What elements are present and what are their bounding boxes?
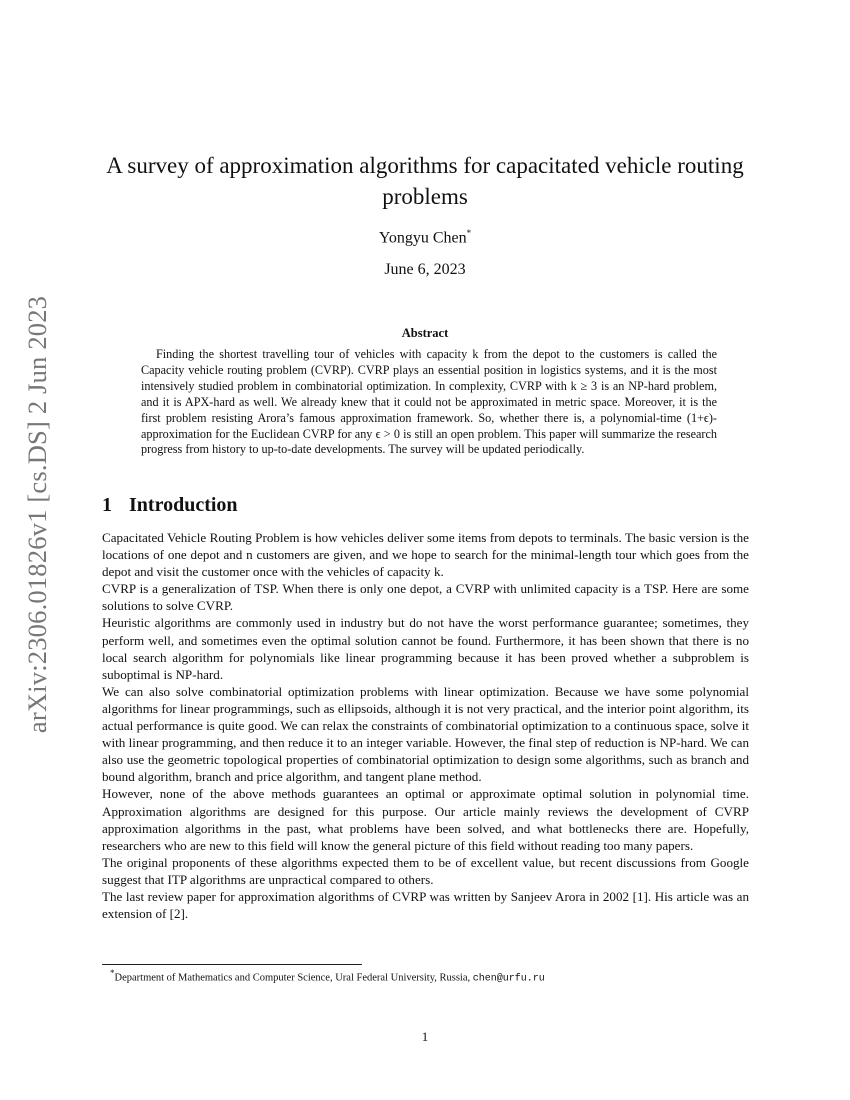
arxiv-identifier: arXiv:2306.01826v1 [cs.DS] 2 Jun 2023 bbox=[22, 295, 53, 733]
intro-paragraph: The last review paper for approximation algorithms of CVRP was written by Sanjeev Arora in 2002 [1]. His article was an extension of [2]. bbox=[102, 888, 749, 922]
author-name: Yongyu Chen bbox=[378, 229, 467, 247]
section-title: Introduction bbox=[129, 494, 238, 516]
footnote bbox=[110, 968, 545, 985]
footnote-mark: * bbox=[110, 968, 115, 978]
footnote-email: chen@urfu.ru bbox=[472, 973, 545, 985]
intro-paragraph: CVRP is a generalization of TSP. When there is only one depot, a CVRP with unlimited capacity is a TSP. Here are some solutions to solve CVRP. bbox=[102, 581, 749, 614]
intro-paragraph: However, none of the above methods guarantees an optimal or approximate optimal solution in polynomial time. Approximation algorithms are designed for this purpose. Our article mainly reviews the development of CVRP approximation algorithms in the past, what problems have been solved, and what bottlenecks there are. Hopefully, researchers who are new to this field will know the general picture of this field without reading too many papers. bbox=[102, 786, 749, 853]
footnote-divider bbox=[102, 964, 362, 965]
intro-paragraph: The original proponents of these algorithms expected them to be of excellent value, but recent discussions from Google suggest that ITP algorithms are unpractical compared to others. bbox=[102, 854, 749, 887]
intro-paragraph: Heuristic algorithms are commonly used in industry but do not have the worst performance guarantee; sometimes, they perform well, and sometimes even the optimal solution cannot be found. Furthermore, it has been shown that there is no local search algorithm for polynomials like linear programming because it has been proved whether a subproblem is suboptimal is NP-hard. bbox=[102, 615, 749, 682]
author-footnote-mark: * bbox=[466, 228, 472, 238]
page-number: 1 bbox=[421, 1029, 429, 1044]
introduction-body bbox=[102, 529, 749, 922]
section-number: 1 bbox=[102, 494, 112, 516]
section-heading bbox=[102, 494, 238, 517]
footnote-affiliation: Department of Mathematics and Computer Science, Ural Federal University, Russia, bbox=[114, 972, 473, 984]
abstract-text: Finding the shortest travelling tour of vehicles with capacity k from the depot to the customers is called the Capacity vehicle routing problem (CVRP). CVRP plays an essential position in logistics systems, and it is the most intensively studied problem in combinatorial optimization. In complexity, CVRP with k ≥ 3 is an NP-hard problem, and it is APX-hard as well. We already knew that it could not be approximated in metric space. Moreover, it is the first problem resisting Arora’s famous approximation framework. So, whether there is, a polynomial-time (1+ϵ)-approximation for the Euclidean CVRP for any ϵ > 0 is still an open problem. This paper will summarize the research progress from history to up-to-date developments. The survey will be updated periodically. bbox=[141, 347, 717, 457]
intro-paragraph: Capacitated Vehicle Routing Problem is how vehicles deliver some items from depots to terminals. The basic version is the locations of one depot and n customers are given, and we hope to search for the minimal-length tour which goes from the depot and visit the customer once with the vehicles of capacity k. bbox=[102, 530, 749, 580]
intro-paragraph: We can also solve combinatorial optimization problems with linear optimization. Because we have some polynomial algorithms for linear programmings, such as ellipsoids, although it is not very practical, and the interior point algorithm, its actual performance is quite good. We can relax the constraints of combinatorial optimization to a continuous space, solve it with linear programming, and then reduce it to an integer variable. However, the final step of reduction is NP-hard. We can also use the geometric topological properties of combinatorial optimization to design some algorithms, such as branch and bound algorithm, branch and price algorithm, and tangent plane method. bbox=[102, 683, 749, 785]
abstract-heading: Abstract bbox=[401, 326, 449, 340]
author-line bbox=[100, 228, 750, 247]
paper-date: June 6, 2023 bbox=[384, 261, 466, 278]
arxiv-sidebar-stamp bbox=[18, 282, 58, 746]
paper-title: A survey of approximation algorithms for capacitated vehicle routing problems bbox=[106, 153, 744, 209]
